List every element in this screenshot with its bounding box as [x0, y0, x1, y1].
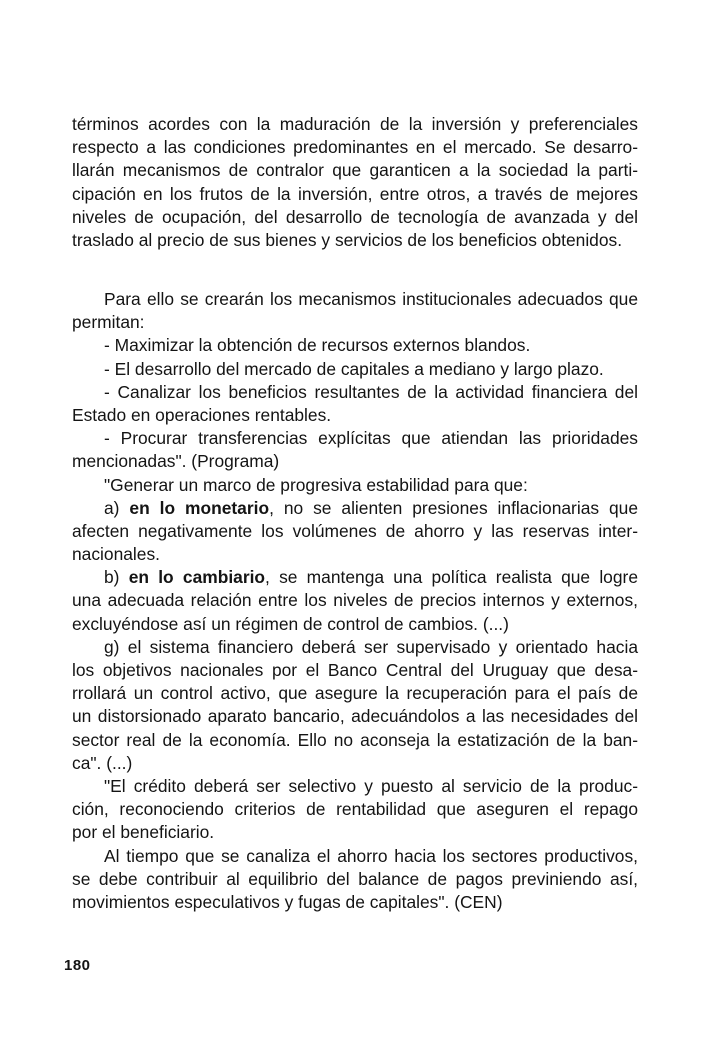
page-number: 180 — [64, 957, 91, 974]
text-line: traslado al precio de sus bienes y servicios de los beneficios obtenidos. — [72, 229, 623, 250]
item-prefix: b) — [104, 567, 120, 588]
item-heading: en lo monetario — [129, 497, 270, 518]
text-line: un distorsionado aparato bancario, adecuándolos a las necesidades del — [72, 706, 638, 727]
text-line: movimientos especulativos y fugas de capitales". (CEN) — [72, 891, 503, 912]
text-line: niveles de ocupación, del desarrollo de tecnología de avanzada y del — [72, 206, 638, 227]
text-line: los objetivos nacionales por el Banco Central del Uruguay que desa- — [72, 660, 638, 680]
text-line: rrollará un control activo, que asegure la recuperación para el país de — [72, 683, 638, 704]
text-line: se debe contribuir al equilibrio del balance de pagos previniendo así, — [72, 868, 638, 889]
item-heading: en lo cambiario — [128, 567, 266, 588]
text-line: una adecuada relación entre los niveles de precios internos y externos, — [72, 590, 638, 611]
bullet-item: - Maximizar la obtención de recursos externos blandos. — [104, 335, 531, 356]
item-g-line: g) el sistema financiero deberá ser supervisado y orientado hacia — [104, 636, 638, 657]
text-line: respecto a las condiciones predominantes en el mercado. Se desarro- — [72, 137, 638, 158]
text-line: sector real de la economía. Ello no aconseja la estatización de la ban- — [72, 729, 638, 750]
text-line: términos acordes con la maduración de la inversión y preferenciales — [72, 114, 638, 134]
savings-line: Al tiempo que se canaliza el ahorro hacia los sectores productivos, — [104, 845, 638, 866]
credit-line: "El crédito deberá ser selectivo y puesto al servicio de la produc- — [104, 775, 638, 796]
text-line: mencionadas". (Programa) — [72, 451, 280, 472]
item-a-line — [72, 497, 638, 520]
text-line: nacionales. — [72, 544, 160, 565]
text-line: excluyéndose así un régimen de control de cambios. (...) — [72, 613, 509, 634]
text-line: ca". (...) — [72, 752, 133, 773]
item-prefix: a) — [104, 497, 120, 518]
paragraph-investment — [72, 113, 638, 252]
text-line: ción, reconociendo criterios de rentabilidad que aseguren el repago — [72, 799, 638, 820]
item-b-line — [72, 566, 638, 589]
text-line: afecten negativamente los volúmenes de ahorro y las reservas inter- — [72, 520, 638, 541]
text-line: por el beneficiario. — [72, 822, 215, 843]
text-line: cipación en los frutos de la inversión, entre otros, a través de mejores — [72, 183, 638, 204]
text-line: Para ello se crearán los mecanismos institucionales adecuados que — [104, 289, 638, 309]
text-line: Estado en operaciones rentables. — [72, 404, 332, 425]
quote-intro: "Generar un marco de progresiva estabilidad para que: — [104, 474, 528, 495]
text-line: permitan: — [72, 312, 145, 333]
section-mechanisms — [72, 288, 638, 914]
bullet-item: - El desarrollo del mercado de capitales a mediano y largo plazo. — [104, 358, 604, 379]
text-line: llarán mecanismos de contralor que garanticen a la sociedad la parti- — [72, 160, 638, 181]
bullet-item: - Canalizar los beneficios resultantes de la actividad financiera del — [104, 381, 638, 402]
item-text: , se mantenga una política realista que logre — [265, 567, 638, 588]
item-text: , no se alienten presiones inflacionarias que — [269, 497, 639, 518]
bullet-item: - Procurar transferencias explícitas que atiendan las prioridades — [104, 428, 638, 449]
